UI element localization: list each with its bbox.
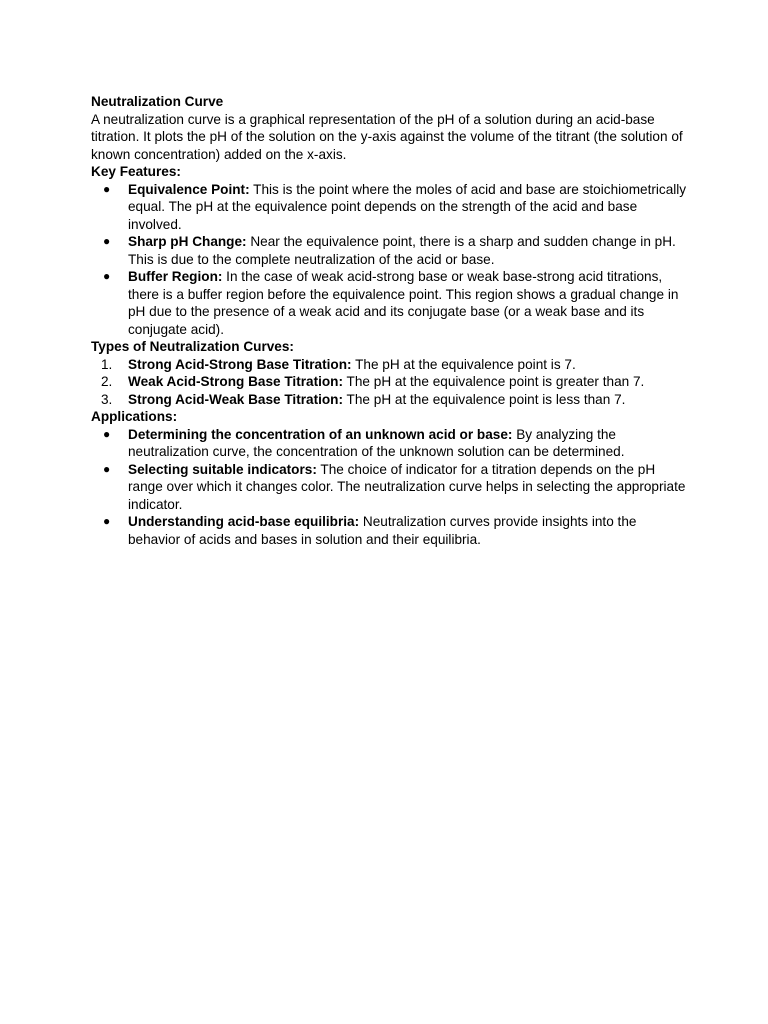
- list-item: [91, 356, 691, 374]
- list-item-term: Equivalence Point:: [128, 181, 250, 197]
- list-item-text: This is the point where the moles of acid and base are stoichiometrically equal. The pH at the equivalence point depends on the strength of the acid and base involved.: [128, 181, 687, 232]
- list-item-term: Sharp pH Change:: [128, 234, 247, 249]
- list-item-text: The choice of indicator for a titration depends on the pH range over which it changes color. The neutralization curve helps in selecting the appropriate indicator.: [128, 461, 686, 512]
- intro-paragraph: A neutralization curve is a graphical representation of the pH of a solution during an acid-base titration. It plots the pH of the solution on the y-axis against the volume of the titrant (the solution of known concentration) added on the x-axis.: [91, 111, 683, 162]
- document-title: Neutralization Curve: [91, 94, 224, 109]
- list-item-term: Selecting suitable indicators:: [128, 461, 317, 477]
- applications-list: [91, 426, 691, 549]
- list-number: 2.: [101, 374, 113, 389]
- list-item-text: Near the equivalence point, there is a sharp and sudden change in pH. This is due to the complete neutralization of the acid or base.: [128, 234, 676, 267]
- bullet-icon: ●: [103, 269, 111, 283]
- list-item-term: Understanding acid-base equilibria:: [128, 514, 360, 529]
- list-item-term: Buffer Region:: [128, 269, 223, 284]
- list-item-text: The pH at the equivalence point is less than 7.: [343, 391, 626, 407]
- types-list: [91, 356, 691, 409]
- key-features-list: [91, 181, 691, 339]
- list-item: [91, 233, 691, 268]
- types-heading: Types of Neutralization Curves:: [91, 339, 294, 354]
- list-number: 1.: [101, 356, 113, 372]
- list-item-text: The pH at the equivalence point is 7.: [351, 356, 576, 372]
- list-item: [91, 461, 691, 514]
- list-item: [91, 513, 691, 548]
- bullet-icon: ●: [103, 181, 111, 196]
- bullet-icon: ●: [103, 234, 111, 248]
- list-item-text: Neutralization curves provide insights into the behavior of acids and bases in solution and their equilibria.: [128, 514, 637, 547]
- list-item-term: Weak Acid-Strong Base Titration:: [128, 374, 344, 389]
- applications-heading: Applications:: [91, 409, 178, 424]
- list-item-text: In the case of weak acid-strong base or weak base-strong acid titrations, there is a buffer region before the equivalence point. This region shows a gradual change in pH due to the presence of a weak acid and its conjugate base (or a weak base and its conjugate acid).: [128, 269, 679, 337]
- list-item-term: Strong Acid-Weak Base Titration:: [128, 391, 344, 407]
- list-item: [91, 181, 691, 234]
- bullet-icon: ●: [103, 514, 111, 528]
- list-item-text: The pH at the equivalence point is greater than 7.: [343, 374, 645, 389]
- list-item: [91, 426, 691, 461]
- list-item: [91, 373, 691, 391]
- bullet-icon: ●: [103, 426, 111, 441]
- list-item-term: Strong Acid-Strong Base Titration:: [128, 356, 352, 372]
- key-features-heading: Key Features:: [91, 164, 181, 179]
- list-item: [91, 391, 691, 409]
- list-number: 3.: [101, 391, 113, 407]
- list-item-text: By analyzing the neutralization curve, the concentration of the unknown solution can be determined.: [128, 426, 625, 459]
- bullet-icon: ●: [103, 461, 111, 476]
- document-page: [91, 93, 691, 548]
- list-item-term: Determining the concentration of an unknown acid or base:: [128, 426, 513, 442]
- list-item: [91, 268, 691, 338]
